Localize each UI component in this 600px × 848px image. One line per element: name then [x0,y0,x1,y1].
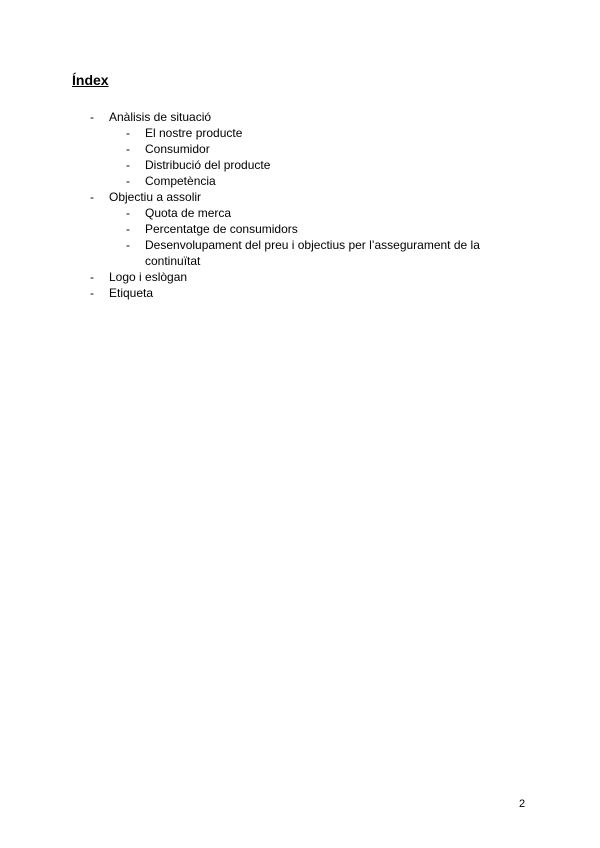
toc-subitem-label: Quota de merca [145,206,232,220]
list-dash: - [90,110,94,124]
toc-subitem-label: Percentatge de consumidors [145,222,298,236]
toc-item [0,189,600,269]
list-dash: - [90,270,94,284]
toc-subitem-label: El nostre producte [145,126,243,140]
toc-subitem-label: Desenvolupament del preu i objectius per l’assegurament de la continuïtat [145,238,480,268]
toc-item [0,285,600,301]
toc-item-label: Objectiu a assolir [109,190,202,204]
list-dash: - [126,142,130,156]
index-heading: Índex [72,72,109,88]
list-dash: - [126,222,130,236]
toc-subitem-label: Distribució del producte [145,158,271,172]
list-dash: - [126,174,130,188]
toc-sublist [0,205,600,269]
list-dash: - [90,190,94,204]
table-of-contents [0,109,600,301]
toc-subitem [0,157,600,173]
toc-subitem [0,205,600,221]
toc-subitem [0,125,600,141]
toc-subitem [0,221,600,237]
list-dash: - [126,238,130,252]
toc-sublist [0,125,600,189]
toc-subitem [0,141,600,157]
toc-subitem-label: Consumidor [145,142,210,156]
list-dash: - [90,286,94,300]
toc-subitem-label: Competència [145,174,216,188]
toc-item-label: Etiqueta [109,286,154,300]
list-dash: - [126,206,130,220]
toc-item [0,269,600,285]
toc-item-label: Logo i eslògan [109,270,188,284]
page-number: 2 [519,798,526,810]
list-dash: - [126,126,130,140]
toc-item [0,109,600,189]
toc-subitem [0,173,600,189]
toc-item-label: Anàlisis de situació [109,110,212,124]
list-dash: - [126,158,130,172]
toc-subitem [0,237,600,269]
